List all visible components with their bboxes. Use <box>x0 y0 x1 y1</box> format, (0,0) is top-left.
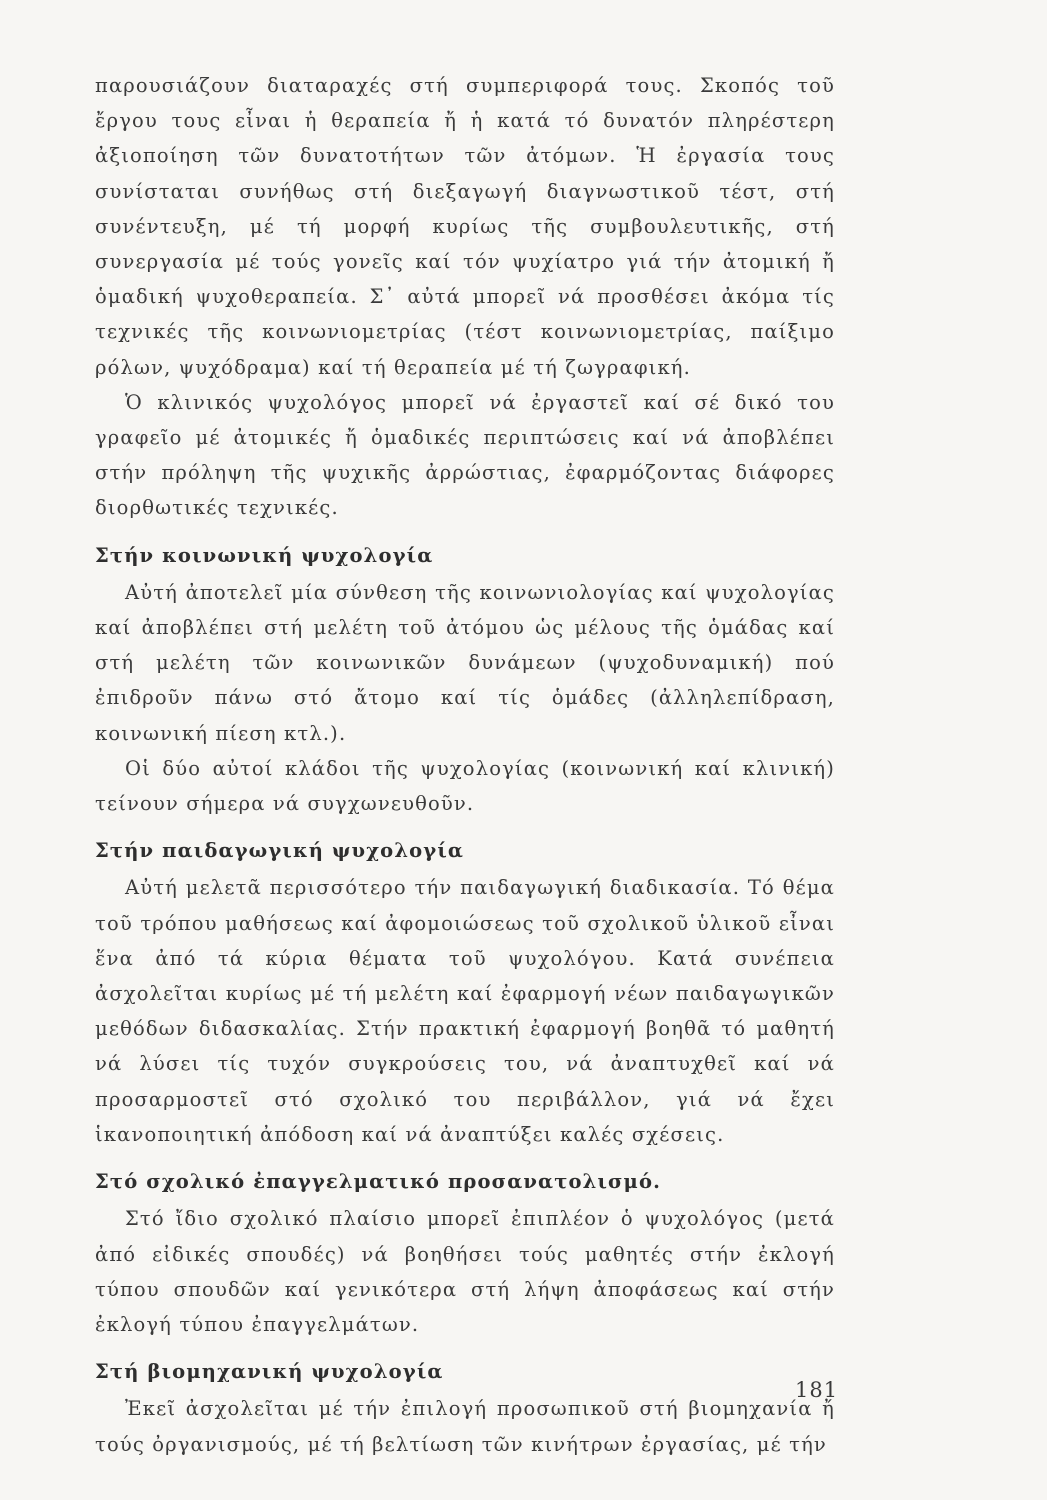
paragraph-vocational-orientation: Στό ἴδιο σχολικό πλαίσιο μπορεῖ ἐπιπλέον ὁ ψυχολόγος (μετά ἀπό εἰδικές σπουδές) νά βοηθήσει τούς μαθητές στήν ἐκλογή τύπου σπουδῶν καί γενικότερα στή λήψη ἀποφάσεως καί στήν ἐκλογή τύπου ἐπαγγελμάτων. <box>95 1207 835 1336</box>
page-body <box>95 68 839 1462</box>
paragraph-continuation: παρουσιάζουν διαταραχές στή συμπεριφορά τους. Σκοπός τοῦ ἔργου τους εἶναι ἡ θεραπεία ἤ ἡ κατά τό δυνατόν πληρέστερη ἀξιοποίηση τῶν δυνατοτήτων τῶν ἀτόμων. Ἡ ἐργασία τους συνίσταται συνήθως στή διεξαγωγή διαγνωστικοῦ τέστ, στή συνέντευξη, μέ τή μορφή κυρίως τῆς συμβουλευτικῆς, στή συνεργασία μέ τούς γονεῖς καί τόν ψυχίατρο γιά τήν ἀτομική ἤ ὁμαδική ψυχοθεραπεία. Σ᾽ αὐτά μπορεῖ νά προσθέσει ἀκόμα τίς τεχνικές τῆς κοινωνιομετρίας (τέστ κοινωνιομετρίας, παίξιμο ρόλων, ψυχόδραμα) καί τή θεραπεία μέ τή ζωγραφική. <box>95 74 835 379</box>
paragraph-industrial-psychology: Ἐκεῖ ἀσχολεῖται μέ τήν ἐπιλογή προσωπικοῦ στή βιομηχανία ἤ τούς ὀργανισμούς, μέ τή βελτίωση τῶν κινήτρων ἐργασίας, μέ τήν <box>95 1397 835 1456</box>
page-number: 181 <box>795 1378 839 1402</box>
paragraph-branches-merge: Οἱ δύο αὐτοί κλάδοι τῆς ψυχολογίας (κοινωνική καί κλινική) τείνουν σήμερα νά συγχωνευθοῦν. <box>95 756 835 816</box>
paragraph-educational-psychology: Αὐτή μελετᾶ περισσότερο τήν παιδαγωγική διαδικασία. Τό θέμα τοῦ τρόπου μαθήσεως καί ἀφομοιώσεως τοῦ σχολικοῦ ὑλικοῦ εἶναι ἕνα ἀπό τά κύρια θέματα τοῦ ψυχολόγου. Κατά συνέπεια ἀσχολεῖται κυρίως μέ τή μελέτη καί ἐφαρμογή νέων παιδαγωγικῶν μεθόδων διδασκαλίας. Στήν πρακτική ἐφαρμογή βοηθᾶ τό μαθητή νά λύσει τίς τυχόν συγκρούσεις του, νά ἀναπτυχθεῖ καί νά προσαρμοστεῖ στό σχολικό του περιβάλλον, γιά νά ἔχει ἱκανοποιητική ἀπόδοση καί νά ἀναπτύξει καλές σχέσεις. <box>95 876 835 1146</box>
heading-educational-psychology: Στήν παιδαγωγική ψυχολογία <box>95 839 465 863</box>
paragraph-clinical-office: Ὁ κλινικός ψυχολόγος μπορεῖ νά ἐργαστεῖ καί σέ δικό του γραφεῖο μέ ἀτομικές ἤ ὁμαδικές περιπτώσεις καί νά ἀποβλέπει στήν πρόληψη τῆς ψυχικῆς ἀρρώστιας, ἐφαρμόζοντας διάφορες διορθωτικές τεχνικές. <box>95 390 835 520</box>
paragraph-social-psychology: Αὐτή ἀποτελεῖ μία σύνθεση τῆς κοινωνιολογίας καί ψυχολογίας καί ἀποβλέπει στή μελέτη τοῦ ἀτόμου ὡς μέλους τῆς ὁμάδας καί στή μελέτη τῶν κοινωνικῶν δυνάμεων (ψυχοδυναμική) πού ἐπιδροῦν πάνω στό ἄτομο καί τίς ὁμάδες (ἀλληλεπίδραση, κοινωνική πίεση κτλ.). <box>95 580 835 745</box>
heading-social-psychology: Στήν κοινωνική ψυχολογία <box>95 543 434 567</box>
heading-vocational-orientation: Στό σχολικό ἐπαγγελματικό προσανατολισμό. <box>95 1170 662 1194</box>
heading-industrial-psychology: Στή βιομηχανική ψυχολογία <box>95 1360 444 1384</box>
